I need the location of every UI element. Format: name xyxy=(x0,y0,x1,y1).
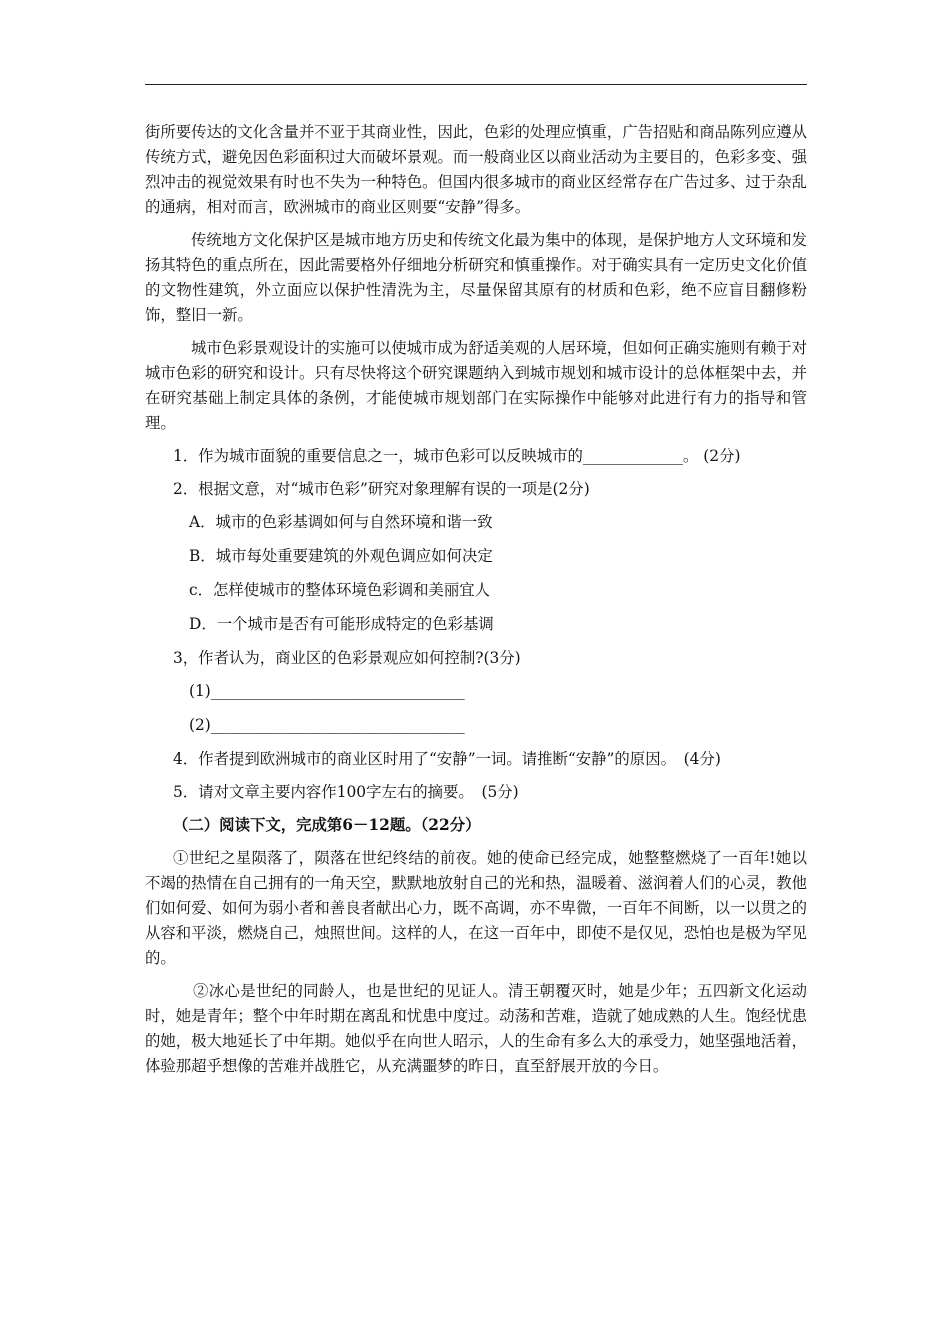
question-4: 4．作者提到欧洲城市的商业区时用了“安静”一词。请推断“安静”的原因。 (4分) xyxy=(173,750,721,768)
question-3-answer-1: (1)_________________________________ xyxy=(189,682,465,700)
section-2-paragraph-1: ①世纪之星陨落了，陨落在世纪终结的前夜。她的使命已经完成，她整整燃烧了一百年!她以不竭的热情在自己拥有的一角天空，默默地放射自己的光和热，温暖着、滋润着人们的心灵，教他们如何爱、如何为弱小者和善良者献出心力，既不高调，亦不卑微，一百年不间断，以一以贯之的从容和平淡，燃烧自己，烛照世间。这样的人，在这一百年中，即使不是仅见，恐怕也是极为罕见的。 xyxy=(145,849,807,967)
question-3-answer-2: (2)_________________________________ xyxy=(189,716,465,734)
question-2-option-a: A．城市的色彩基调如何与自然环境和谐一致 xyxy=(189,513,493,531)
section-2-paragraph-2: ②冰心是世纪的同龄人，也是世纪的见证人。清王朝覆灭时，她是少年；五四新文化运动时，她是青年；整个中年时期在离乱和忧患中度过。动荡和苦难，造就了她成熟的人生。饱经忧患的她，极大地延长了中年期。她似乎在向世人昭示，人的生命有多么大的承受力，她坚强地活着，体验那超乎想像的苦难并战胜它，从充满噩梦的昨日，直至舒展开放的今日。 xyxy=(145,982,807,1075)
document-body xyxy=(145,120,807,1087)
header-rule xyxy=(145,84,807,85)
question-3: 3，作者认为，商业区的色彩景观应如何控制?(3分) xyxy=(173,649,521,667)
section-2-heading: （二）阅读下文，完成第6－12题。（22分） xyxy=(173,816,481,834)
paragraph-commercial-district: 街所要传达的文化含量并不亚于其商业性，因此，色彩的处理应慎重，广告招贴和商品陈列应遵从传统方式，避免因色彩面积过大而破坏景观。而一般商业区以商业活动为主要目的，色彩多变、强烈冲击的视觉效果有时也不失为一种特色。但国内很多城市的商业区经常存在广告过多、过于杂乱的通病，相对而言，欧洲城市的商业区则要“安静”得多。 xyxy=(145,123,807,216)
question-2-option-b: B．城市每处重要建筑的外观色调应如何决定 xyxy=(189,547,493,565)
question-1: 1．作为城市面貌的重要信息之一，城市色彩可以反映城市的_____________。 (2分) xyxy=(173,447,741,465)
paragraph-cultural-protection: 传统地方文化保护区是城市地方历史和传统文化最为集中的体现，是保护地方人文环境和发扬其特色的重点所在，因此需要格外仔细地分析研究和慎重操作。对于确实具有一定历史文化价值的文物性建筑，外立面应以保护性清洗为主，尽量保留其原有的材质和色彩，绝不应盲目翻修粉饰，整旧一新。 xyxy=(145,231,807,324)
paragraph-design-implementation: 城市色彩景观设计的实施可以使城市成为舒适美观的人居环境，但如何正确实施则有赖于对城市色彩的研究和设计。只有尽快将这个研究课题纳入到城市规划和城市设计的总体框架中去，并在研究基础上制定具体的条例，才能使城市规划部门在实际操作中能够对此进行有力的指导和管理。 xyxy=(145,339,807,432)
question-2-option-c: c．怎样使城市的整体环境色彩调和美丽宜人 xyxy=(189,581,491,599)
question-2-option-d: D．一个城市是否有可能形成特定的色彩基调 xyxy=(189,615,494,633)
question-5: 5．请对文章主要内容作100字左右的摘要。 (5分) xyxy=(173,783,519,801)
question-2: 2．根据文意，对“城市色彩”研究对象理解有误的一项是(2分) xyxy=(173,480,590,498)
